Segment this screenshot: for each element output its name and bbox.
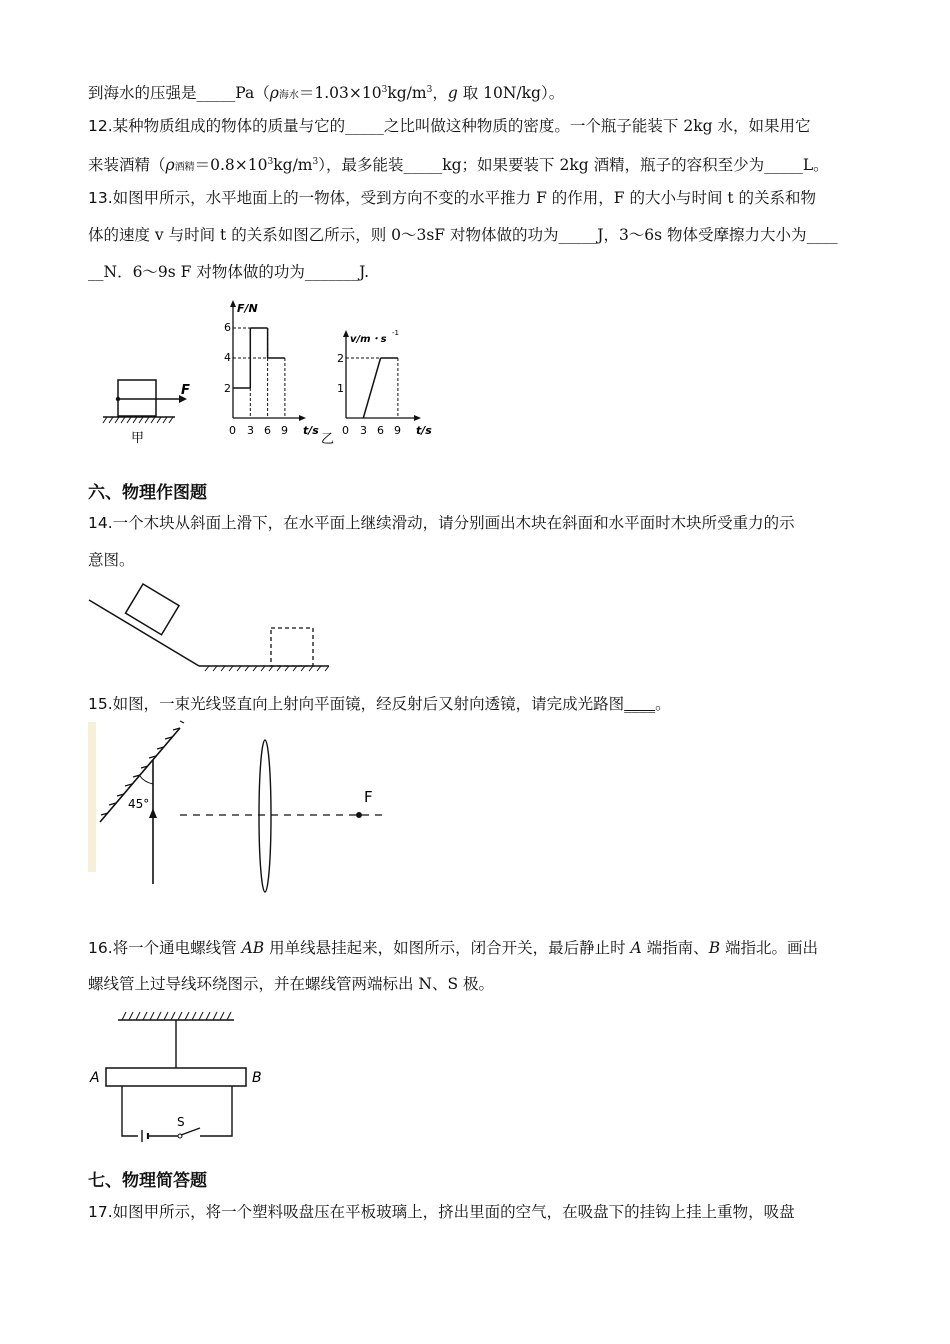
q16-a: A xyxy=(630,939,642,957)
switch-label: S xyxy=(177,1115,185,1129)
q15-blank: ____ xyxy=(624,695,656,713)
q12-line-2 xyxy=(88,152,829,178)
q14-text-1: 一个木块从斜面上滑下，在水平面上继续滑动，请分别画出木块在斜面和水平面时木块所受重力的示 xyxy=(112,514,795,532)
force-point xyxy=(116,397,120,401)
convex-lens xyxy=(259,740,271,892)
q12-number: 12. xyxy=(88,117,113,135)
ft-ytick-2: 2 xyxy=(224,382,231,395)
incline-surface xyxy=(89,600,199,666)
focus-point xyxy=(356,812,362,818)
q12-text-2b: ＝0.8×10 xyxy=(194,156,268,175)
circuit-wire-3 xyxy=(200,1086,232,1136)
q11-rho: ρ xyxy=(269,84,279,103)
q16-line-2 xyxy=(88,974,494,994)
q11-tail-line xyxy=(88,80,564,106)
block xyxy=(118,380,156,416)
ceiling-hatch xyxy=(122,1012,231,1020)
vt-xtick-9: 9 xyxy=(394,424,401,437)
force-label: F xyxy=(181,383,190,398)
vt-x-label: t/s xyxy=(416,424,432,437)
q11-text-d: kg/m xyxy=(387,84,427,103)
switch-blade xyxy=(181,1128,200,1135)
angle-label: 45° xyxy=(128,797,150,811)
q11-text-e: ， xyxy=(432,84,448,103)
q16-number: 16. xyxy=(88,939,113,957)
q16-b: B xyxy=(708,939,721,957)
q13-blank-2: ____ xyxy=(806,226,838,244)
q13-text-2b: J，3～6s 物体受摩擦力大小为 xyxy=(597,226,807,244)
vt-y-label: v/m・s xyxy=(350,334,387,345)
ft-graph xyxy=(224,300,319,437)
vt-xtick-6: 6 xyxy=(377,424,384,437)
vt-y-label-exp: -1 xyxy=(392,329,399,337)
q15-figure xyxy=(88,722,398,892)
mirror-shadow-strip xyxy=(88,722,96,872)
q13-blank-1: _____ xyxy=(558,226,598,244)
q13-line-1 xyxy=(88,188,816,208)
q16-text-1d: 端指北。画出 xyxy=(720,939,819,957)
q15-text-b: 。 xyxy=(655,695,671,713)
label-jia: 甲 xyxy=(131,431,145,446)
ground-hatch xyxy=(103,417,173,423)
q13-text-1: 如图甲所示，水平地面上的一物体，受到方向不变的水平推力 F 的作用，F 的大小与时间 t 的关系和物 xyxy=(112,189,817,207)
q12-rho-sub: 酒精 xyxy=(174,162,195,174)
q15-text-a: 如图，一束光线竖直向上射向平面镜，经反射后又射向透镜，请完成光路图 xyxy=(112,695,625,713)
vt-y-arrow xyxy=(343,330,349,337)
q12-blank-1: _____ xyxy=(345,117,384,135)
q12-exp2: 3 xyxy=(312,157,319,167)
vt-x-arrow xyxy=(414,415,421,421)
incline-surface-2 xyxy=(101,618,199,666)
q16-text-2: 螺线管上过导线环绕图示，并在螺线管两端标出 N、S 极。 xyxy=(88,975,495,993)
q12-text-1b: 之比叫做这种物质的密度。一个瓶子能装下 2kg 水，如果用它 xyxy=(383,117,811,135)
q12-text-2f: L。 xyxy=(802,156,829,175)
q13-line-2 xyxy=(88,225,838,245)
end-a-label: A xyxy=(90,1070,100,1086)
q12-text-2c: kg/m xyxy=(273,156,313,175)
ft-x-arrow xyxy=(299,415,306,421)
vt-marks xyxy=(346,358,398,418)
q17-text-1: 如图甲所示，将一个塑料吸盘压在平板玻璃上，挤出里面的空气，在吸盘下的挂钩上挂上重物，吸盘 xyxy=(112,1203,795,1221)
q17-line-1 xyxy=(88,1202,795,1222)
q11-text-a: 到海水的压强是 xyxy=(88,84,197,103)
end-b-label: B xyxy=(252,1070,262,1086)
focus-label: F xyxy=(364,788,373,806)
vt-ytick-1: 1 xyxy=(337,382,344,395)
q17-number: 17. xyxy=(88,1203,113,1221)
q13-blank-3: _______ xyxy=(304,263,360,281)
q12-blank-2: _____ xyxy=(403,156,443,175)
q12-rho: ρ xyxy=(165,156,175,175)
q12-text-2e: kg；如果要装下 2kg 酒精，瓶子的容积至少为 xyxy=(442,156,765,175)
ft-xtick-3: 3 xyxy=(247,424,254,437)
circuit-wire xyxy=(122,1086,138,1136)
q11-g: g xyxy=(447,84,458,103)
q13-text-3b: J. xyxy=(359,263,370,281)
q15-number: 15. xyxy=(88,695,113,713)
q12-line-1 xyxy=(88,116,810,136)
q13-number: 13. xyxy=(88,189,113,207)
dashed-block xyxy=(271,628,313,666)
q12-blank-3: _____ xyxy=(764,156,803,175)
section-7-heading: 七、物理简答题 xyxy=(88,1171,207,1191)
q12-text-1a: 某种物质组成的物体的质量与它的 xyxy=(112,117,346,135)
q11-blank: _____ xyxy=(196,84,236,103)
q16-line-1 xyxy=(88,938,818,958)
section-6-heading: 六、物理作图题 xyxy=(88,483,207,503)
ft-xtick-9: 9 xyxy=(281,424,288,437)
label-yi: 乙 xyxy=(321,432,335,447)
q11-text-c: ＝1.03×10 xyxy=(298,84,382,103)
q13-text-3a: N．6～9s F 对物体做的功为 xyxy=(103,263,305,281)
q16-ab: AB xyxy=(241,939,265,957)
q14-line-1 xyxy=(88,513,795,533)
q12-text-2d: ），最多能装 xyxy=(318,156,404,175)
fig-jia xyxy=(103,380,190,446)
q11-text-f: 取 10N/kg）。 xyxy=(457,84,565,103)
q11-text-b: Pa（ xyxy=(235,84,270,103)
incident-ray-arrow xyxy=(149,808,157,818)
q16-text-1c: 端指南、 xyxy=(641,939,709,957)
vt-xtick-3: 3 xyxy=(360,424,367,437)
q13-text-2a: 体的速度 v 与时间 t 的关系如图乙所示，则 0～3sF 对物体做的功为 xyxy=(88,226,559,244)
solenoid xyxy=(106,1068,246,1086)
ft-marks xyxy=(233,328,285,418)
q13-blank-2-cont: __ xyxy=(88,263,104,281)
q14-number: 14. xyxy=(88,514,113,532)
q16-text-1b: 用单线悬挂起来，如图所示，闭合开关，最后静止时 xyxy=(264,939,631,957)
q12-text-2a: 来装酒精（ xyxy=(88,156,166,175)
q16-figure xyxy=(88,1006,288,1146)
ft-y-label: F/N xyxy=(237,302,258,315)
ft-xtick-0: 0 xyxy=(229,424,236,437)
q13-figure xyxy=(95,300,455,450)
q11-exp2: 3 xyxy=(426,85,433,95)
ft-ytick-6: 6 xyxy=(224,321,231,334)
ft-xtick-6: 6 xyxy=(264,424,271,437)
vt-ytick-2: 2 xyxy=(337,352,344,365)
angle-arc xyxy=(140,776,153,784)
vt-segment-0 xyxy=(363,358,380,418)
q15-line xyxy=(88,694,671,714)
vt-graph xyxy=(337,329,432,437)
q11-rho-sub: 海水 xyxy=(278,90,299,102)
q16-text-1a: 将一个通电螺线管 xyxy=(112,939,242,957)
q13-line-3 xyxy=(88,262,369,282)
q14-line-2 xyxy=(88,550,135,570)
q14-figure xyxy=(85,582,335,672)
vt-xtick-0: 0 xyxy=(342,424,349,437)
ft-ytick-4: 4 xyxy=(224,351,231,364)
q14-text-2: 意图。 xyxy=(88,551,135,569)
q11-exp: 3 xyxy=(381,85,388,95)
ft-y-arrow xyxy=(230,300,236,307)
q12-exp: 3 xyxy=(267,157,274,167)
ft-x-label: t/s xyxy=(303,424,319,437)
